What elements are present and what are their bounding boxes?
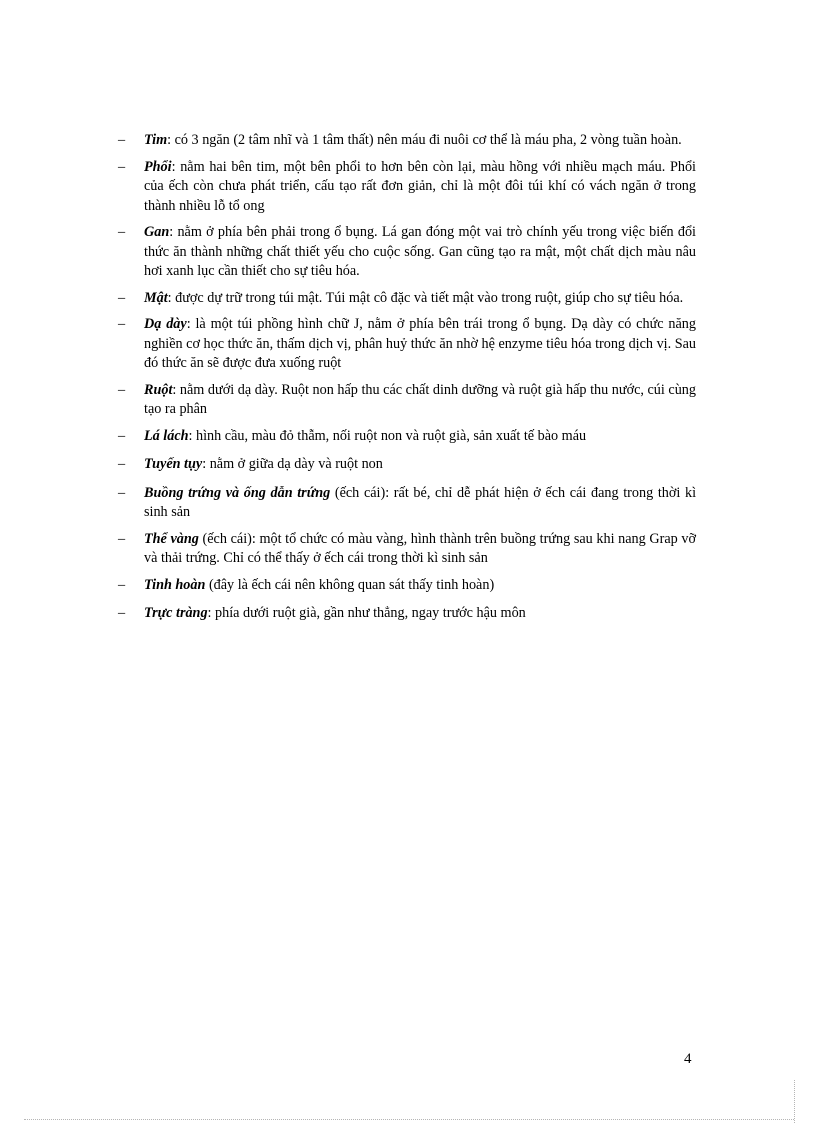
page-number: 4	[684, 1051, 692, 1067]
item-term: Mật	[144, 289, 168, 306]
item-text: : là một túi phồng hình chữ J, nằm ở phía bên trái trong ổ bụng. Dạ dày có chức năng nghiền cơ học thức ăn, thấm dịch vị, phân huỷ thức ăn nhờ hệ enzyme tiêu hóa trong dịch vị. Sau đó thức ăn sẽ được đưa xuống ruột	[144, 316, 696, 371]
bullet-dash: –	[118, 316, 126, 332]
list-item	[118, 576, 696, 596]
item-text: (ếch cái): rất bé, chỉ dễ phát hiện ở ếch cái đang trong thời kì sinh sản	[144, 484, 697, 520]
page-bottom-edge	[24, 1119, 794, 1120]
item-term: Tinh hoàn	[144, 576, 206, 593]
bullet-dash: –	[118, 132, 126, 148]
bullet-dash: –	[118, 427, 126, 444]
item-term: Tim	[144, 132, 168, 148]
item-text: : được dự trữ trong túi mật. Túi mật cô đặc và tiết mật vào trong ruột, giúp cho sự tiêu hóa.	[167, 289, 684, 306]
list-item	[118, 455, 696, 475]
item-term: Gan	[144, 224, 170, 240]
item-term: Ruột	[144, 381, 173, 398]
bullet-dash: –	[118, 289, 126, 306]
bullet-dash: –	[118, 484, 126, 501]
bullet-dash: –	[118, 530, 126, 547]
list-item	[118, 604, 696, 624]
bullet-dash: –	[118, 456, 126, 472]
list-item	[118, 315, 696, 374]
item-text: : hình cầu, màu đỏ thẫm, nối ruột non và ruột già, sản xuất tế bào máu	[188, 427, 587, 444]
list-item	[118, 530, 696, 569]
item-term: Dạ dày	[144, 316, 187, 332]
item-text: : phía dưới ruột già, gần như thẳng, ngay trước hậu môn	[207, 605, 526, 621]
bullet-dash: –	[118, 158, 126, 175]
item-text: : nằm hai bên tim, một bên phổi to hơn bên còn lại, màu hồng với nhiều mạch máu. Phổi của ếch còn chưa phát triển, cấu tạo rất đơn giản, chỉ là một đôi túi khí có vách ngăn ở trong thành nhiều lỗ tổ ong	[144, 158, 696, 214]
list-item	[118, 484, 696, 523]
list-item	[118, 223, 696, 282]
list-item	[118, 427, 696, 447]
organ-list	[118, 131, 696, 624]
page-right-edge	[794, 1080, 795, 1123]
item-text: (ếch cái): một tổ chức có màu vàng, hình thành trên buồng trứng sau khi nang Grap vỡ và thải trứng. Chỉ có thể thấy ở ếch cái trong thời kì sinh sản	[144, 530, 697, 566]
list-item	[118, 289, 696, 309]
list-item	[118, 131, 696, 151]
bullet-dash: –	[118, 576, 126, 593]
item-text: : nằm dưới dạ dày. Ruột non hấp thu các chất dinh dưỡng và ruột già hấp thu nước, cúi cùng tạo ra phân	[144, 381, 696, 417]
bullet-dash: –	[118, 381, 126, 398]
list-item	[118, 381, 696, 420]
item-text: : có 3 ngăn (2 tâm nhĩ và 1 tâm thất) nên máu đi nuôi cơ thể là máu pha, 2 vòng tuần hoàn.	[167, 132, 682, 148]
item-term: Lá lách	[144, 427, 189, 444]
item-term: Phổi	[144, 158, 172, 175]
item-text: (đây là ếch cái nên không quan sát thấy tinh hoàn)	[205, 576, 495, 593]
item-term: Thể vàng	[144, 530, 199, 547]
item-term: Buồng trứng và ống dẫn trứng	[144, 484, 331, 501]
item-text: : nằm ở phía bên phải trong ổ bụng. Lá gan đóng một vai trò chính yếu trong việc biến đổi thức ăn thành những chất thiết yếu cho cuộc sống. Gan cũng tạo ra mật, một chất dịch màu nâu hơi xanh lục cần thiết cho sự tiêu hóa.	[144, 224, 696, 279]
list-item	[118, 158, 696, 217]
bullet-dash: –	[118, 605, 126, 621]
item-term: Trực tràng	[144, 605, 208, 621]
item-term: Tuyến tụy	[144, 456, 203, 472]
item-text: : nằm ở giữa dạ dày và ruột non	[202, 456, 383, 472]
bullet-dash: –	[118, 224, 126, 240]
